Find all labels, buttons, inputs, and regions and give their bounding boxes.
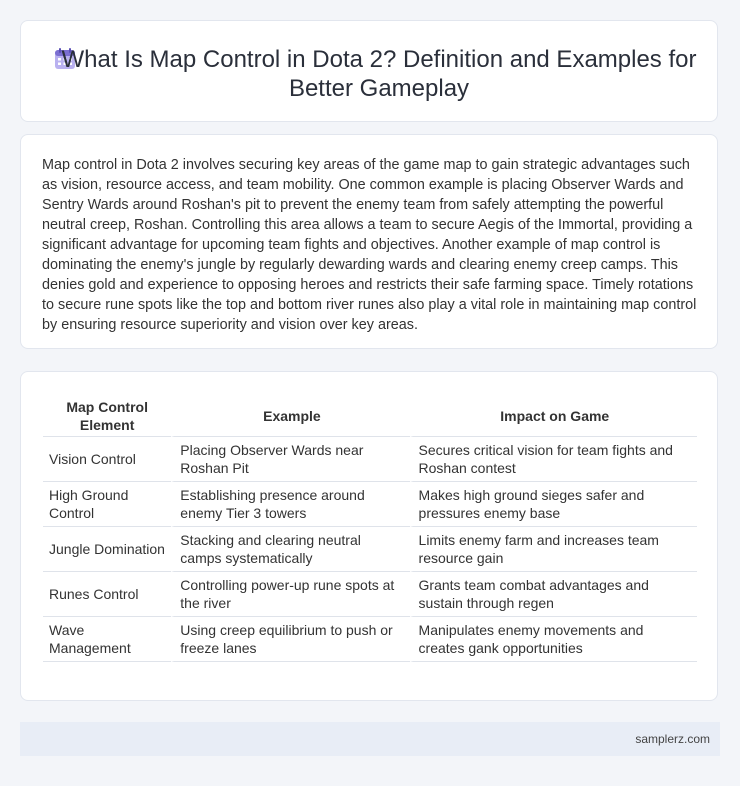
footer [20,722,720,756]
table-card [20,371,718,701]
table-row [43,527,697,572]
intro-card [20,134,718,349]
cell-example: Establishing presence around enemy Tier 3 towers [171,482,409,527]
cell-example: Placing Observer Wards near Roshan Pit [171,437,409,482]
title-card [20,20,718,122]
cell-impact: Grants team combat advantages and sustain through regen [410,572,697,617]
cell-example: Stacking and clearing neutral camps systematically [171,527,409,572]
cell-element: High Ground Control [43,482,171,527]
table-header-row [43,394,697,437]
cell-example: Using creep equilibrium to push or freeze lanes [171,617,409,662]
cell-example: Controlling power-up rune spots at the river [171,572,409,617]
footer-site-link[interactable]: samplerz.com [635,732,710,746]
column-header-impact: Impact on Game [410,394,697,437]
page-title: What Is Map Control in Dota 2? Definition and Examples for Better Gameplay [61,46,697,102]
cell-impact: Makes high ground sieges safer and pressures enemy base [410,482,697,527]
cell-impact: Secures critical vision for team fights and Roshan contest [410,437,697,482]
cell-impact: Limits enemy farm and increases team resource gain [410,527,697,572]
table-row [43,482,697,527]
map-control-table [43,394,697,662]
cell-impact: Manipulates enemy movements and creates gank opportunities [410,617,697,662]
column-header-example: Example [171,394,409,437]
intro-paragraph: Map control in Dota 2 involves securing key areas of the game map to gain strategic advantages such as vision, resource access, and team mobility. One common example is placing Observer Wards and Sentry Wards around Roshan's pit to prevent the enemy team from safely attempting the powerful neutral creep, Roshan. Controlling this area allows a team to secure Aegis of the Immortal, providing a significant advantage for upcoming team fights and objectives. Another example of map control is dominating the enemy's jungle by regularly dewarding wards and clearing enemy creep camps. This denies gold and experience to opposing heroes and restricts their safe farming space. Timely rotations to secure rune spots like the top and bottom river runes also play a vital role in maintaining map control by ensuring resource superiority and vision over key areas. [42,157,697,333]
table-row [43,617,697,662]
cell-element: Runes Control [43,572,171,617]
cell-element: Vision Control [43,437,171,482]
column-header-element: Map Control Element [43,394,171,437]
cell-element: Wave Management [43,617,171,662]
cell-element: Jungle Domination [43,527,171,572]
table-row [43,437,697,482]
table-row [43,572,697,617]
